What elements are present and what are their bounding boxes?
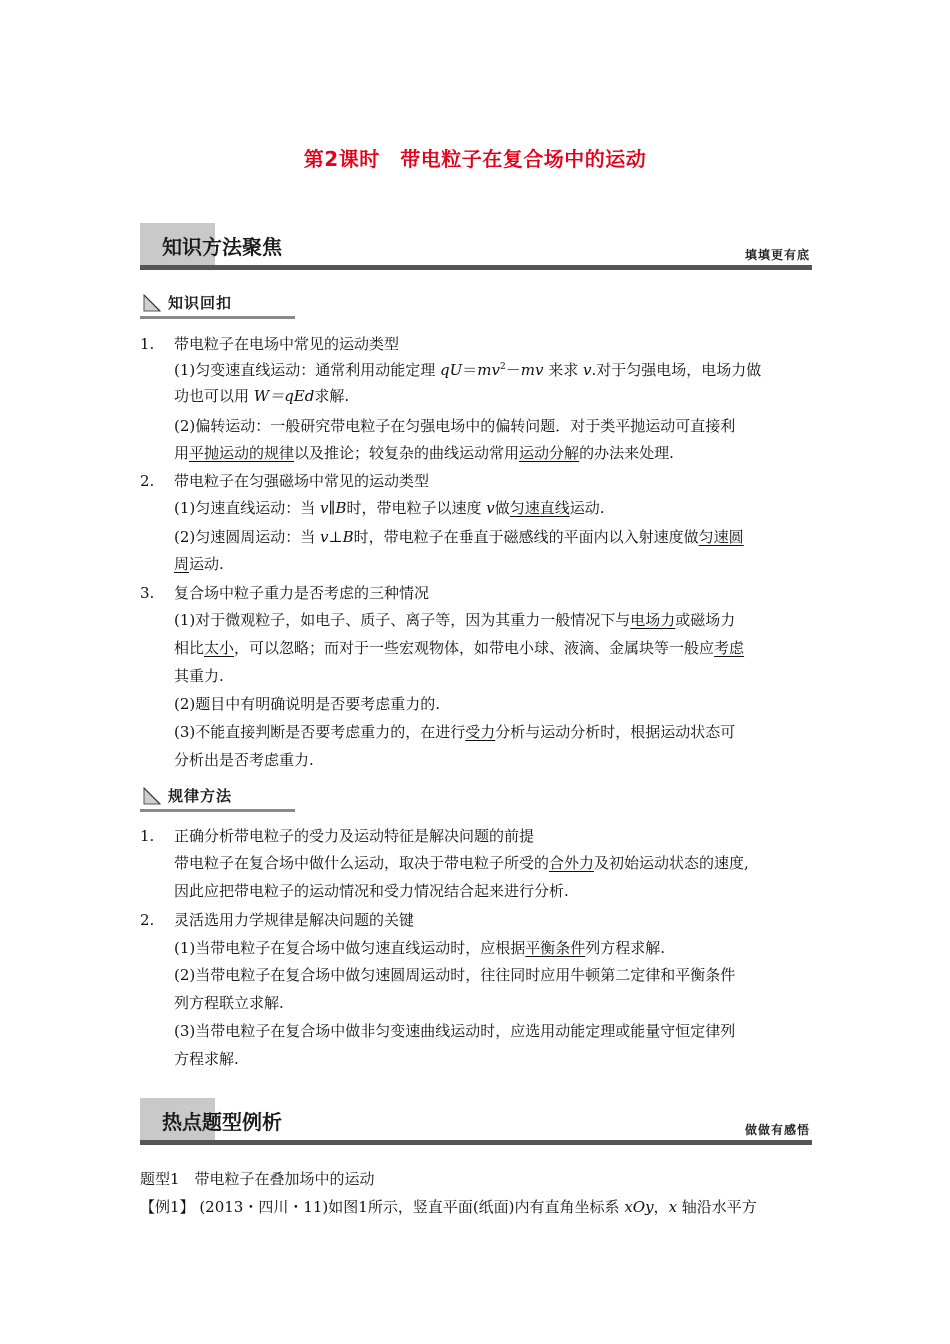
text-line: (2)匀速圆周运动：当 v⊥B时，带电粒子在垂直于磁感线的平面内以入射速度做匀速圆 <box>174 528 744 546</box>
subsection-header-methods <box>140 783 295 813</box>
item-number: 2. <box>140 472 155 490</box>
section-title: 知识方法聚焦 <box>162 235 282 259</box>
subsection-title: 规律方法 <box>168 787 233 805</box>
text-line: (1)匀变速直线运动：通常利用动能定理 $qU=mv^2-mv$ 来求 v.对于匀强电场，电场力做 <box>174 361 762 379</box>
item-heading: 带电粒子在匀强磁场中常见的运动类型 <box>174 472 430 490</box>
text-line: 周运动. <box>174 555 224 573</box>
item-heading: 灵活选用力学规律是解决问题的关键 <box>174 911 415 929</box>
item-number: 2. <box>140 911 155 929</box>
text-line: (1)当带电粒子在复合场中做匀速直线运动时，应根据平衡条件列方程求解. <box>174 939 666 957</box>
example-label: 【例1】 <box>140 1198 195 1216</box>
text-line: 其重力. <box>174 667 224 685</box>
text-line: (1)对于微观粒子，如电子、质子、离子等，因为其重力一般情况下与电场力或磁场力 <box>174 611 736 629</box>
text-line: (2)题目中有明确说明是否要考虑重力的. <box>174 695 441 713</box>
text-line: (1)匀速直线运动：当 v∥B时，带电粒子以速度 v做匀速直线运动. <box>174 499 605 517</box>
section-banner-examples <box>140 1098 812 1146</box>
example-line: 【例1】 (2013・四川・11)如图1所示，竖直平面(纸面)内有直角坐标系 xOy，x 轴沿水平方 <box>140 1198 757 1216</box>
item-number: 1. <box>140 335 155 353</box>
corner-triangle-icon <box>143 294 161 312</box>
text-line: 带电粒子在复合场中做什么运动，取决于带电粒子所受的合外力及初始运动状态的速度, <box>174 854 749 872</box>
item-number: 1. <box>140 827 155 845</box>
question-type-heading: 题型1 带电粒子在叠加场中的运动 <box>140 1170 375 1188</box>
text-line: 方程求解. <box>174 1050 239 1068</box>
item-number: 3. <box>140 584 155 602</box>
text-line: (3)当带电粒子在复合场中做非匀变速曲线运动时，应选用动能定理或能量守恒定律列 <box>174 1022 736 1040</box>
text-line: 用平抛运动的规律以及推论；较复杂的曲线运动常用运动分解的办法来处理. <box>174 444 674 462</box>
text-line: 分析出是否考虑重力. <box>174 751 314 769</box>
text-line: (2)当带电粒子在复合场中做匀速圆周运动时，往往同时应用牛顿第二定律和平衡条件 <box>174 966 736 984</box>
section-tagline: 填填更有底 <box>744 248 810 262</box>
subsection-title: 知识回扣 <box>168 294 233 312</box>
item-heading: 复合场中粒子重力是否考虑的三种情况 <box>174 584 430 602</box>
section-tagline: 做做有感悟 <box>744 1123 810 1137</box>
section-title: 热点题型例析 <box>162 1110 282 1134</box>
section-banner-knowledge <box>140 223 812 271</box>
text-line: 功也可以用 W＝qEd求解. <box>174 387 350 405</box>
corner-triangle-icon <box>143 787 161 805</box>
item-heading: 正确分析带电粒子的受力及运动特征是解决问题的前提 <box>174 827 535 845</box>
text-line: (3)不能直接判断是否要考虑重力的，在进行受力分析与运动分析时，根据运动状态可 <box>174 723 736 741</box>
subsection-header-review <box>140 290 295 320</box>
page-title: 第2课时 带电粒子在复合场中的运动 <box>303 147 647 171</box>
text-line: 因此应把带电粒子的运动情况和受力情况结合起来进行分析. <box>174 882 569 900</box>
text-line: 相比太小，可以忽略；而对于一些宏观物体，如带电小球、液滴、金属块等一般应考虑 <box>174 639 745 657</box>
text-line: (2)偏转运动：一般研究带电粒子在匀强电场中的偏转问题．对于类平抛运动可直接利 <box>174 417 736 435</box>
text-line: 列方程联立求解. <box>174 994 284 1012</box>
item-heading: 带电粒子在电场中常见的运动类型 <box>174 335 400 353</box>
